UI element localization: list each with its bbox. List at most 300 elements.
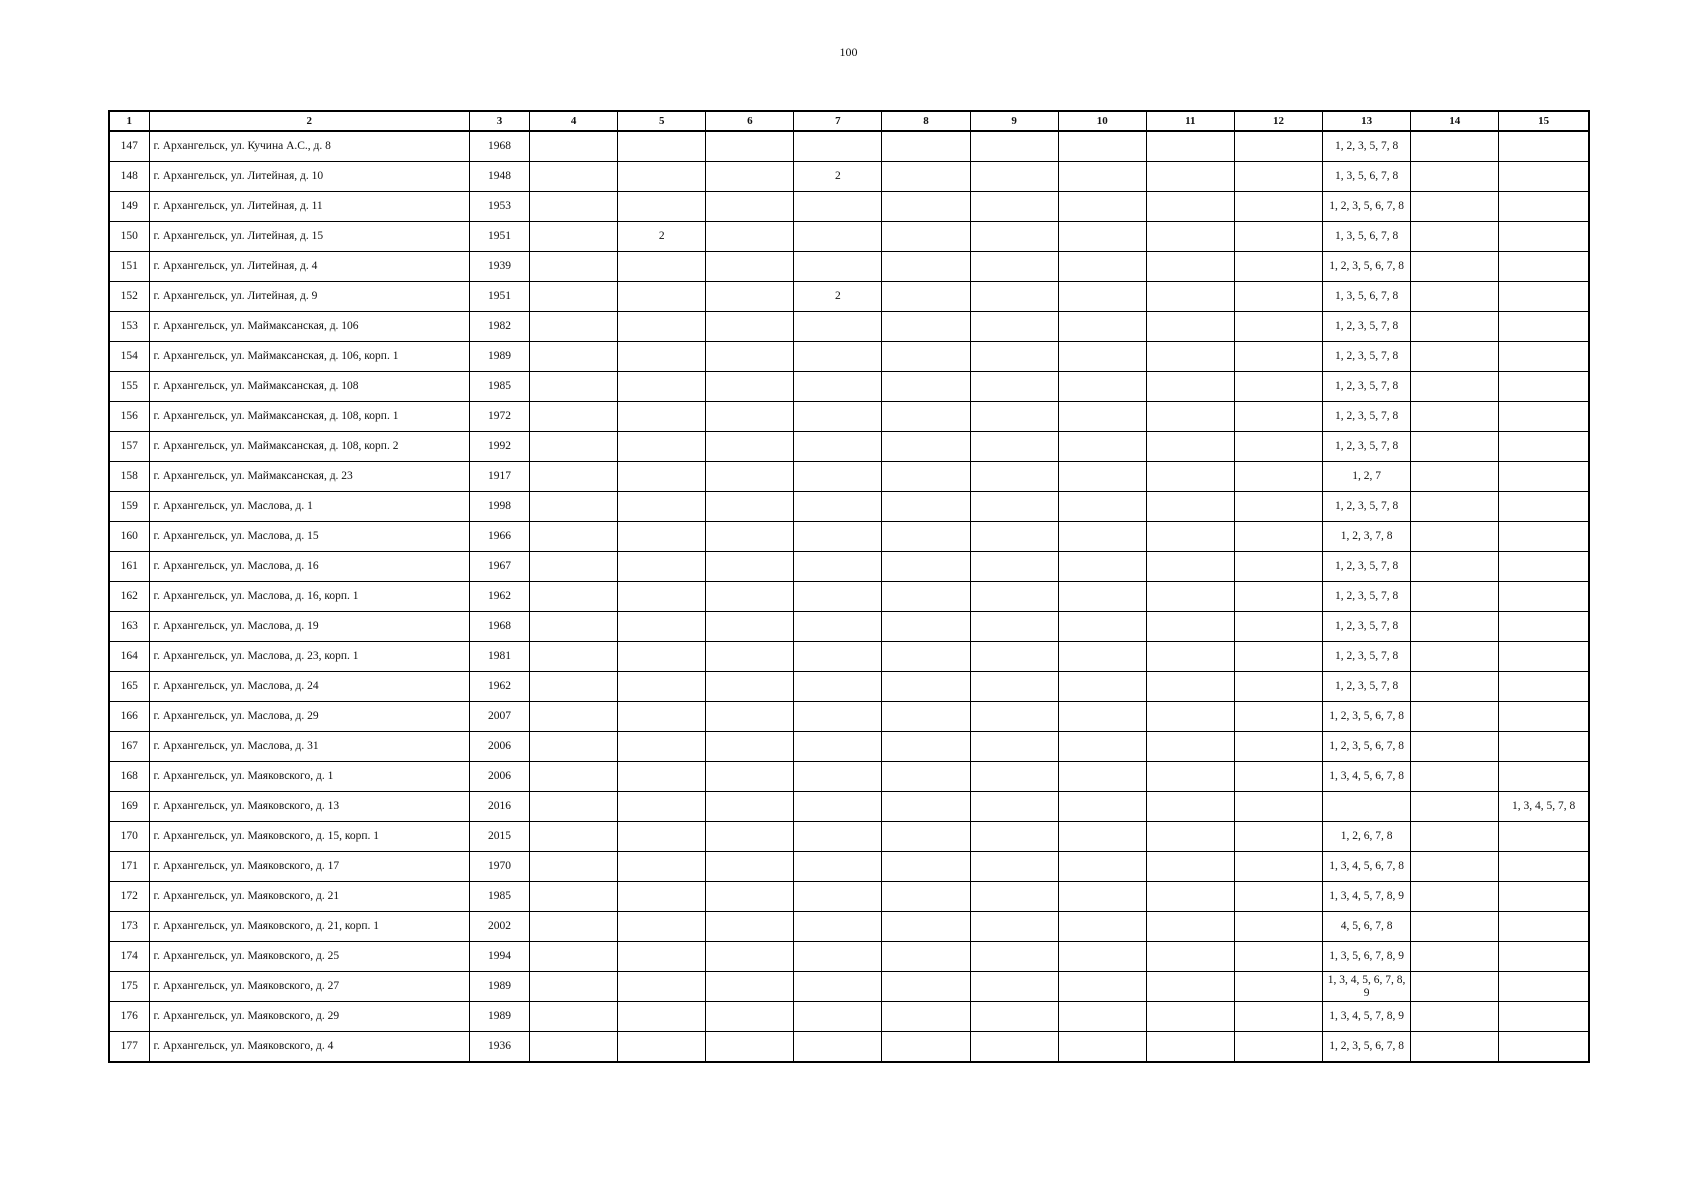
table-cell: 1992 [469, 432, 529, 462]
table-cell [1499, 402, 1589, 432]
column-header-1: 1 [109, 111, 149, 131]
table-cell [970, 642, 1058, 672]
table-cell [1499, 1002, 1589, 1032]
table-cell [1411, 222, 1499, 252]
table-cell [1323, 792, 1411, 822]
table-row [109, 582, 1589, 612]
table-cell [882, 762, 970, 792]
table-cell [882, 522, 970, 552]
table-cell: 1982 [469, 312, 529, 342]
table-cell [1058, 492, 1146, 522]
table-cell [618, 162, 706, 192]
table-cell [706, 582, 794, 612]
address-cell: г. Архангельск, ул. Маслова, д. 1 [149, 492, 469, 522]
table-cell [1234, 792, 1322, 822]
table-cell [1234, 192, 1322, 222]
table-cell [1234, 432, 1322, 462]
table-cell [706, 312, 794, 342]
table-row [109, 762, 1589, 792]
table-cell [970, 372, 1058, 402]
table-cell [1411, 672, 1499, 702]
table-cell [1411, 642, 1499, 672]
address-cell: г. Архангельск, ул. Маслова, д. 31 [149, 732, 469, 762]
table-cell [1058, 792, 1146, 822]
table-row [109, 642, 1589, 672]
address-cell: г. Архангельск, ул. Маймаксанская, д. 23 [149, 462, 469, 492]
table-row [109, 372, 1589, 402]
table-cell [794, 672, 882, 702]
table-cell [1146, 492, 1234, 522]
row-number-cell: 175 [109, 972, 149, 1002]
table-cell [970, 492, 1058, 522]
table-cell [1146, 642, 1234, 672]
table-cell: 1998 [469, 492, 529, 522]
table-cell [706, 912, 794, 942]
table-cell: 1989 [469, 1002, 529, 1032]
table-cell [1146, 792, 1234, 822]
address-cell: г. Архангельск, ул. Маяковского, д. 25 [149, 942, 469, 972]
table-cell [618, 582, 706, 612]
table-cell [1411, 552, 1499, 582]
table-row [109, 192, 1589, 222]
table-cell [706, 1002, 794, 1032]
table-cell: 1, 3, 4, 5, 7, 8, 9 [1323, 882, 1411, 912]
table-cell [530, 792, 618, 822]
table-cell [1499, 822, 1589, 852]
table-cell [970, 402, 1058, 432]
address-cell: г. Архангельск, ул. Маслова, д. 29 [149, 702, 469, 732]
table-cell [794, 822, 882, 852]
table-cell [1499, 552, 1589, 582]
table-cell [1234, 882, 1322, 912]
table-cell [794, 462, 882, 492]
row-number-cell: 177 [109, 1032, 149, 1063]
row-number-cell: 165 [109, 672, 149, 702]
table-cell: 1, 3, 4, 5, 6, 7, 8, 9 [1323, 972, 1411, 1002]
table-cell: 1, 2, 3, 5, 7, 8 [1323, 432, 1411, 462]
table-cell [1499, 672, 1589, 702]
table-cell [1411, 492, 1499, 522]
table-cell [794, 432, 882, 462]
table-cell [618, 1032, 706, 1063]
table-cell: 2 [794, 162, 882, 192]
table-cell [1058, 432, 1146, 462]
table-cell [794, 912, 882, 942]
table-cell [706, 672, 794, 702]
table-cell: 1939 [469, 252, 529, 282]
table-cell [1146, 612, 1234, 642]
table-cell [794, 612, 882, 642]
table-row [109, 852, 1589, 882]
table-cell [1058, 552, 1146, 582]
table-cell [1058, 252, 1146, 282]
table-cell [618, 462, 706, 492]
table-cell [618, 432, 706, 462]
table-cell: 1, 3, 5, 6, 7, 8 [1323, 222, 1411, 252]
table-cell [794, 762, 882, 792]
table-cell [1146, 402, 1234, 432]
table-cell [530, 192, 618, 222]
table-cell [1234, 222, 1322, 252]
table-cell [1058, 222, 1146, 252]
table-cell [706, 972, 794, 1002]
row-number-cell: 160 [109, 522, 149, 552]
data-table [108, 110, 1590, 1063]
table-cell [618, 312, 706, 342]
table-cell [706, 702, 794, 732]
table-cell [1411, 1032, 1499, 1063]
row-number-cell: 170 [109, 822, 149, 852]
table-cell [970, 342, 1058, 372]
address-cell: г. Архангельск, ул. Маяковского, д. 15, корп. 1 [149, 822, 469, 852]
table-cell [794, 852, 882, 882]
table-cell [1499, 432, 1589, 462]
table-cell: 1994 [469, 942, 529, 972]
table-cell [530, 972, 618, 1002]
table-cell [1146, 222, 1234, 252]
table-cell [618, 882, 706, 912]
table-cell: 1, 2, 3, 5, 7, 8 [1323, 312, 1411, 342]
table-row [109, 282, 1589, 312]
table-cell [1411, 792, 1499, 822]
table-cell [794, 342, 882, 372]
table-cell [882, 582, 970, 612]
table-row [109, 552, 1589, 582]
header-row [109, 111, 1589, 131]
table-cell [1058, 1032, 1146, 1063]
table-cell [794, 131, 882, 162]
table-cell [1146, 672, 1234, 702]
address-cell: г. Архангельск, ул. Маймаксанская, д. 108, корп. 2 [149, 432, 469, 462]
table-row [109, 432, 1589, 462]
table-cell: 1, 3, 5, 6, 7, 8 [1323, 282, 1411, 312]
table-cell [970, 462, 1058, 492]
table-cell: 2015 [469, 822, 529, 852]
table-cell [1058, 642, 1146, 672]
table-cell [1411, 312, 1499, 342]
table-cell [1234, 372, 1322, 402]
table-cell: 1, 2, 7 [1323, 462, 1411, 492]
table-cell [706, 762, 794, 792]
table-cell: 2006 [469, 762, 529, 792]
table-cell: 2006 [469, 732, 529, 762]
table-cell: 1972 [469, 402, 529, 432]
table-cell [1234, 822, 1322, 852]
table-cell [706, 222, 794, 252]
row-number-cell: 164 [109, 642, 149, 672]
table-cell [1411, 462, 1499, 492]
table-cell [794, 312, 882, 342]
column-header-14: 14 [1411, 111, 1499, 131]
table-cell: 2 [794, 282, 882, 312]
table-cell [1411, 192, 1499, 222]
table-cell [970, 312, 1058, 342]
table-cell [1499, 642, 1589, 672]
table-cell: 1, 2, 3, 5, 6, 7, 8 [1323, 702, 1411, 732]
row-number-cell: 159 [109, 492, 149, 522]
table-cell [1234, 462, 1322, 492]
row-number-cell: 166 [109, 702, 149, 732]
table-cell [1411, 342, 1499, 372]
table-cell [1411, 732, 1499, 762]
table-cell [882, 912, 970, 942]
table-cell [1234, 312, 1322, 342]
table-cell: 1968 [469, 131, 529, 162]
table-cell [1058, 822, 1146, 852]
column-header-3: 3 [469, 111, 529, 131]
table-cell [882, 1032, 970, 1063]
table-cell [794, 522, 882, 552]
table-cell [1499, 162, 1589, 192]
address-cell: г. Архангельск, ул. Маяковского, д. 27 [149, 972, 469, 1002]
row-number-cell: 153 [109, 312, 149, 342]
table-cell [1234, 852, 1322, 882]
table-cell [618, 192, 706, 222]
table-cell: 1, 3, 4, 5, 7, 8, 9 [1323, 1002, 1411, 1032]
table-cell: 1, 2, 3, 5, 7, 8 [1323, 402, 1411, 432]
table-cell [1146, 942, 1234, 972]
table-cell [970, 162, 1058, 192]
table-cell: 1, 2, 3, 5, 7, 8 [1323, 552, 1411, 582]
table-cell [618, 762, 706, 792]
table-cell [970, 762, 1058, 792]
table-cell [618, 342, 706, 372]
table-cell [970, 942, 1058, 972]
table-cell: 1981 [469, 642, 529, 672]
column-header-9: 9 [970, 111, 1058, 131]
table-cell [1146, 462, 1234, 492]
table-cell [1234, 282, 1322, 312]
table-cell [882, 672, 970, 702]
table-cell: 1, 2, 3, 5, 6, 7, 8 [1323, 732, 1411, 762]
table-cell [1411, 702, 1499, 732]
table-cell [1499, 342, 1589, 372]
table-cell [618, 252, 706, 282]
table-cell [530, 762, 618, 792]
address-cell: г. Архангельск, ул. Маяковского, д. 1 [149, 762, 469, 792]
table-cell [706, 432, 794, 462]
address-cell: г. Архангельск, ул. Маслова, д. 24 [149, 672, 469, 702]
row-number-cell: 163 [109, 612, 149, 642]
table-cell [1146, 162, 1234, 192]
table-row [109, 312, 1589, 342]
table-cell [1411, 162, 1499, 192]
address-cell: г. Архангельск, ул. Литейная, д. 11 [149, 192, 469, 222]
table-row [109, 342, 1589, 372]
page-number: 100 [839, 45, 858, 59]
table-cell [1146, 552, 1234, 582]
table-cell [1499, 762, 1589, 792]
table-cell [794, 1032, 882, 1063]
table-cell [530, 372, 618, 402]
column-header-12: 12 [1234, 111, 1322, 131]
column-header-15: 15 [1499, 111, 1589, 131]
table-row [109, 822, 1589, 852]
address-cell: г. Архангельск, ул. Кучина А.С., д. 8 [149, 131, 469, 162]
table-cell [1146, 252, 1234, 282]
table-cell [1499, 312, 1589, 342]
table-cell [970, 972, 1058, 1002]
table-cell: 2002 [469, 912, 529, 942]
table-cell [882, 432, 970, 462]
table-cell [530, 822, 618, 852]
table-cell [530, 882, 618, 912]
table-cell [1146, 192, 1234, 222]
row-number-cell: 173 [109, 912, 149, 942]
row-number-cell: 169 [109, 792, 149, 822]
table-row [109, 1032, 1589, 1063]
row-number-cell: 151 [109, 252, 149, 282]
row-number-cell: 157 [109, 432, 149, 462]
table-cell [1058, 972, 1146, 1002]
table-cell [1411, 522, 1499, 552]
table-cell: 1, 2, 3, 5, 7, 8 [1323, 342, 1411, 372]
table-cell [1234, 1032, 1322, 1063]
address-cell: г. Архангельск, ул. Литейная, д. 4 [149, 252, 469, 282]
table-cell [970, 222, 1058, 252]
table-cell [1234, 942, 1322, 972]
table-row [109, 131, 1589, 162]
table-cell [1499, 522, 1589, 552]
table-cell [1146, 822, 1234, 852]
table-cell [794, 1002, 882, 1032]
table-cell [530, 492, 618, 522]
table-cell [706, 252, 794, 282]
table-cell [882, 822, 970, 852]
table-cell [970, 732, 1058, 762]
table-cell [1499, 882, 1589, 912]
table-cell [1146, 372, 1234, 402]
address-cell: г. Архангельск, ул. Маяковского, д. 13 [149, 792, 469, 822]
table-cell [706, 462, 794, 492]
table-cell [530, 642, 618, 672]
column-header-8: 8 [882, 111, 970, 131]
table-cell [1058, 312, 1146, 342]
table-cell [882, 972, 970, 1002]
table-cell [1411, 762, 1499, 792]
table-cell [618, 612, 706, 642]
table-cell: 2016 [469, 792, 529, 822]
table-cell [794, 882, 882, 912]
table-cell [1234, 702, 1322, 732]
address-cell: г. Архангельск, ул. Маймаксанская, д. 108 [149, 372, 469, 402]
table-cell [1234, 642, 1322, 672]
table-cell [1499, 462, 1589, 492]
column-header-10: 10 [1058, 111, 1146, 131]
table-cell [970, 282, 1058, 312]
table-cell [1146, 522, 1234, 552]
table-cell [970, 792, 1058, 822]
table-cell [882, 131, 970, 162]
row-number-cell: 172 [109, 882, 149, 912]
table-cell [1411, 432, 1499, 462]
table-cell [1499, 942, 1589, 972]
table-cell [970, 522, 1058, 552]
table-cell [794, 582, 882, 612]
table-cell [970, 882, 1058, 912]
table-cell [970, 822, 1058, 852]
table-cell [618, 372, 706, 402]
table-cell [1411, 582, 1499, 612]
table-cell [706, 552, 794, 582]
table-cell [1058, 882, 1146, 912]
table-cell [794, 192, 882, 222]
table-cell [530, 162, 618, 192]
table-cell [1499, 582, 1589, 612]
column-header-5: 5 [618, 111, 706, 131]
table-cell [1234, 1002, 1322, 1032]
column-header-7: 7 [794, 111, 882, 131]
table-cell [1058, 131, 1146, 162]
table-cell [706, 522, 794, 552]
table-cell: 1, 3, 5, 6, 7, 8, 9 [1323, 942, 1411, 972]
table-cell: 1966 [469, 522, 529, 552]
table-row [109, 732, 1589, 762]
table-cell [970, 1002, 1058, 1032]
table-row [109, 1002, 1589, 1032]
table-cell [970, 252, 1058, 282]
address-cell: г. Архангельск, ул. Маслова, д. 16 [149, 552, 469, 582]
table-cell [618, 282, 706, 312]
table-row [109, 912, 1589, 942]
row-number-cell: 176 [109, 1002, 149, 1032]
table-cell [1146, 342, 1234, 372]
table-cell [618, 402, 706, 432]
table-cell [794, 252, 882, 282]
table-cell [618, 131, 706, 162]
table-cell [882, 252, 970, 282]
table-cell [970, 582, 1058, 612]
table-cell [882, 282, 970, 312]
table-cell [706, 282, 794, 312]
table-cell [794, 792, 882, 822]
table-cell: 1936 [469, 1032, 529, 1063]
table-cell [882, 732, 970, 762]
table-cell [1058, 162, 1146, 192]
table-cell [970, 852, 1058, 882]
table-cell [1234, 492, 1322, 522]
table-cell [1499, 252, 1589, 282]
table-cell [1411, 372, 1499, 402]
column-header-6: 6 [706, 111, 794, 131]
table-row [109, 942, 1589, 972]
column-header-11: 11 [1146, 111, 1234, 131]
table-cell: 1, 2, 3, 5, 6, 7, 8 [1323, 192, 1411, 222]
table-cell: 1, 2, 3, 5, 7, 8 [1323, 672, 1411, 702]
address-cell: г. Архангельск, ул. Маймаксанская, д. 106 [149, 312, 469, 342]
table-cell [530, 942, 618, 972]
table-cell [530, 702, 618, 732]
table-cell [1146, 131, 1234, 162]
table-cell [618, 912, 706, 942]
table-cell [794, 642, 882, 672]
table-cell [618, 642, 706, 672]
table-cell [1146, 1032, 1234, 1063]
column-header-2: 2 [149, 111, 469, 131]
table-cell [1499, 282, 1589, 312]
table-cell [530, 282, 618, 312]
table-cell [530, 222, 618, 252]
table-cell [1058, 942, 1146, 972]
row-number-cell: 147 [109, 131, 149, 162]
table-cell [706, 642, 794, 672]
table-cell [1411, 1002, 1499, 1032]
table-cell [1234, 612, 1322, 642]
table-cell [706, 1032, 794, 1063]
table-cell [1411, 882, 1499, 912]
table-cell [618, 732, 706, 762]
table-cell [1499, 222, 1589, 252]
